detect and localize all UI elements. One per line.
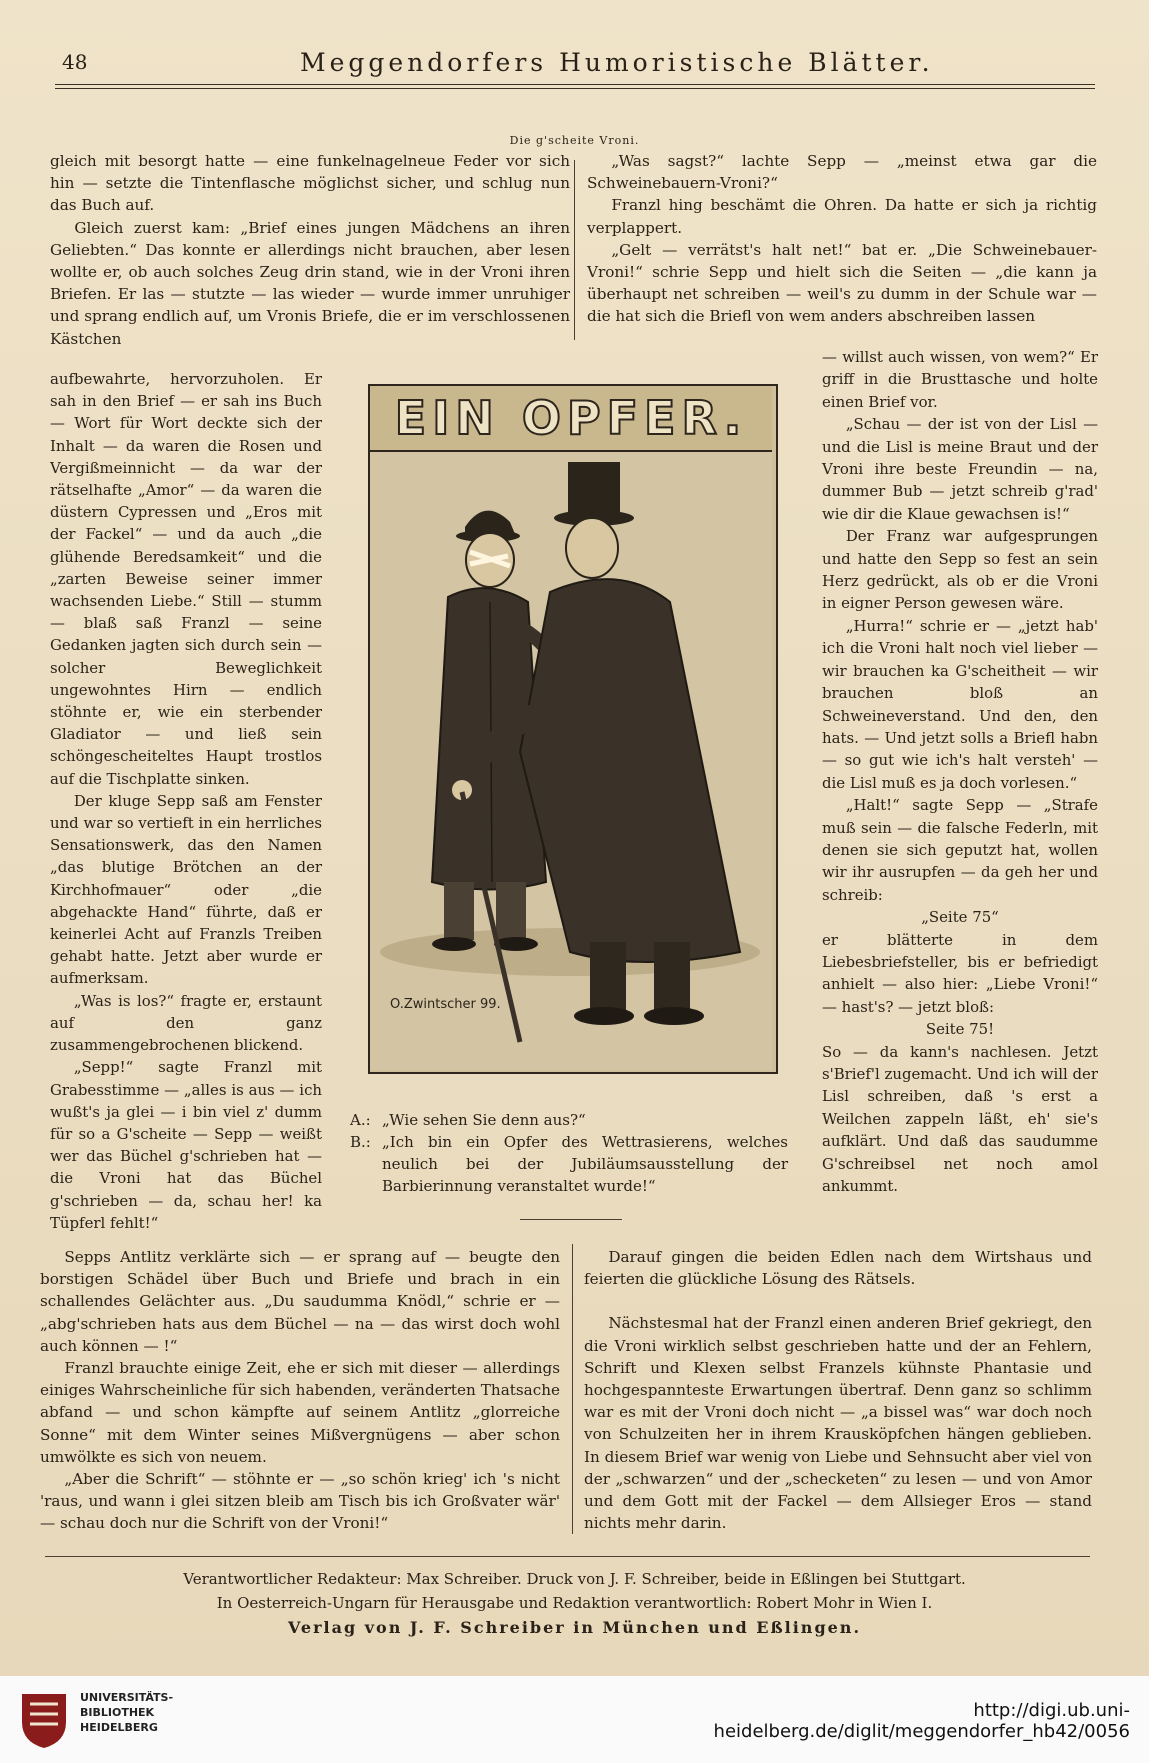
paragraph: Der kluge Sepp saß am Fenster und war so vertieft in ein herrliches Sensationswerk, das den Namen „das blutige Brötchen an der Kirchhofmauer“ oder „die abgehackte Hand“ führte, daß er keinerlei Acht auf Franzls Treiben gehabt hatte. Jetzt aber wurde er aufmerksam. (50, 791, 322, 988)
caption-line (350, 1131, 788, 1197)
caption-speaker: A.: (350, 1111, 371, 1129)
artist-signature: O.Zwintscher 99. (390, 997, 501, 1012)
paragraph: gleich mit besorgt hatte — eine funkelnagelneue Feder vor sich hin — setzte die Tintenflasche möglichst sicher, und schlug nun das Buch auf. (50, 152, 570, 215)
paragraph: „Aber die Schrift“ — stöhnte er — „so schön krieg' ich 's nicht 'raus, und wann i glei sitzen bleib am Tisch bis ich Großvater wär' — schau doch nur die Schrift von der Vroni!“ (40, 1470, 560, 1533)
paragraph: „Hurra!“ schrie er — „jetzt hab' ich die Vroni halt noch viel lieber — wir brauchen ka G'scheitheit — wir brauchen bloß an Schweineverstand. Und den, den hats. — Und jetzt solls a Briefl habn — so gut wie ich's halt versteh' — die Lisl muß es ja doch vorlesen.“ (822, 616, 1098, 792)
imprint-publisher: Verlag von J. F. Schreiber in München und Eßlingen. (287, 1618, 862, 1637)
footer-rule (45, 1556, 1090, 1557)
column-top-left (50, 150, 570, 350)
paragraph: — willst auch wissen, von wem?“ Er griff in die Brusttasche und holte einen Brief vor. (822, 348, 1098, 411)
paragraph: „Sepp!“ sagte Franzl mit Grabesstimme — „alles is aus — ich wußt's ja glei — i bin viel z' dumm für so a G'scheite — Sepp — weißt wer das Büchel g'schrieben hat — die Vroni hat das Büchel g'schrieben — da, schau her! ka Tüpferl fehlt!“ (50, 1058, 322, 1232)
column-bottom-right (584, 1246, 1092, 1534)
library-name: UNIVERSITÄTS- BIBLIOTHEK HEIDELBERG (80, 1691, 174, 1734)
masthead-title: Meggendorfers Humoristische Blätter. (300, 48, 934, 77)
paragraph: „Gelt — verrätst's halt net!“ bat er. „Die Schweinebauer-Vroni!“ schrie Sepp und hielt sich die Seiten — „die kann ja überhaupt net schreiben — weil's zu dumm in der Schule war — die hat sich die Briefl von wem anders abschreiben lassen (587, 240, 1097, 326)
paragraph: „Schau — der ist von der Lisl — und die Lisl is meine Braut und der Vroni ihre beste Freundin — na, dummer Bub — jetzt schreib g'rad' wie dir die Klaue gewachsen is!“ (822, 415, 1098, 523)
caption-text: „Ich bin ein Opfer des Wettrasierens, welches neulich bei der Jubiläumsausstellung der Barbierinnung veranstaltet wurde!“ (382, 1133, 788, 1195)
paragraph: „Halt!“ sagte Sepp — „Strafe muß sein — die falsche Federln, mit denen sie sich geputzt hat, wollen wir ihr ausrupfen — da geh her und schreib: (822, 796, 1098, 904)
illustration-caption (350, 1109, 788, 1197)
paragraph: aufbewahrte, hervorzuholen. Er sah in den Brief — er sah ins Buch — Wort für Wort deckte sich der Inhalt — da waren die Rosen und Vergißmeinnicht — da war der rätselhafte „Amor“ — da waren die düstern Cypressen und „Eros mit der Fackel“ — und da auch „die glühende Beredsamkeit“ und die „zarten Beweise seiner immer wachsenden Liebe.“ Still — stumm — blaß saß Franzl — seine Gedanken jagten sich durch sein — solcher Beweglichkeit ungewohntes Hirn — endlich stöhnte er, wie ein sterbender Gladiator — und ließ sein schöngescheiteltes Haupt trostlos auf die Tischplatte sinken. (50, 370, 322, 788)
imprint-austria: In Oesterreich-Ungarn für Herausgabe und Redaktion verantwortlich: Robert Mohr in Wien I. (216, 1594, 933, 1612)
caption-rule (520, 1219, 622, 1220)
paragraph: Sepps Antlitz verklärte sich — er sprang auf — beugte den borstigen Schädel über Buch und Briefe und brach in ein schallendes Gelächter aus. „Du saudumma Knödl,“ schrie er — „abg'schrieben hats aus dem Büchel — na — das wirst doch wohl auch können — !“ (40, 1248, 560, 1355)
caption-text: „Wie sehen Sie denn aus?“ (382, 1111, 586, 1129)
paragraph: Nächstesmal hat der Franzl einen anderen Brief gekriegt, den die Vroni wirklich selbst geschrieben hatte und der an Fehlern, Schrift und Klexen selbst Franzels kühnste Phantasie und hochgespannteste Erwartungen übertraf. Denn ganz so schlimm war es mit der Vroni doch nicht — „a bissel was“ war doch noch von Schulzeiten her in ihrem Krausköpfchen hängen geblieben. In diesem Brief war wenig von Liebe und Sehnsucht aber viel von der „schwarzen“ und der „schecketen“ zu lesen — und von Amor und dem Gott mit der Fackel — dem Allsieger Eros — stand nichts mehr darin. (584, 1314, 1092, 1533)
paragraph: „Was sagst?“ lachte Sepp — „meinst etwa gar die Schweinebauern-Vroni?“ (587, 152, 1097, 193)
paragraph: Franzl brauchte einige Zeit, ehe er sich mit dieser — allerdings einiges Wahrscheinliche für sich habenden, veränderten Thatsache abfand — und schon kämpfte auf seinem Antlitz „glorreiche Sonne“ mit dem Winter seines Mißvergnügens — aber schon umwölkte es sich von neuem. (40, 1359, 560, 1466)
header-rule-2 (55, 88, 1095, 89)
column-narrow-left (50, 368, 322, 1234)
illustration-ein-opfer (368, 384, 778, 1074)
paragraph: Der Franz war aufgesprungen und hatte den Sepp so fest an sein Herz gedrückt, als ob er die Vroni in eigner Person gewesen wäre. (822, 527, 1098, 613)
two-men-drawing (370, 452, 772, 1070)
source-url-link[interactable]: http://digi.ub.uni-heidelberg.de/diglit/meggendorfer_hb42/0056 (713, 1700, 1130, 1742)
paragraph: Gleich zuerst kam: „Brief eines jungen Mädchens an ihren Geliebten.“ Das konnte er allerdings nicht brauchen, aber lesen wollte er, ob auch solches Zeug drin stand, wie in der Vroni ihren Briefen. Er las — stutzte — las wieder — wurde immer unruhiger und sprang endlich auf, um Vronis Briefe, die er im verschlossenen Kästchen (50, 218, 570, 348)
column-bottom-left (40, 1246, 560, 1535)
column-divider (574, 160, 575, 340)
paragraph: er blätterte in dem Liebesbriefsteller, bis er befriedigt anhielt — also hier: „Liebe Vroni!“ — hast's? — jetzt bloß: (822, 930, 1098, 1016)
paragraph: Franzl hing beschämt die Ohren. Da hatte er sich ja richtig verplappert. (587, 196, 1097, 237)
column-top-right (587, 150, 1097, 328)
illustration-title: EIN OPFER. (370, 386, 772, 452)
story-subhead: Die g'scheite Vroni. (509, 134, 640, 147)
imprint-editor: Verantwortlicher Redakteur: Max Schreiber. Druck von J. F. Schreiber, beide in Eßlingen bei Stuttgart. (183, 1570, 966, 1588)
paragraph: So — da kann's nachlesen. Jetzt s'Brief'l zugemacht. Und ich will der Lisl schreiben, daß 's erst a Weilchen zappeln läßt, eh' sie's aufklärt. Und daß das saudumme G'schreibsel net noch amol ankummt. (822, 1042, 1098, 1196)
paragraph: Seite 75! (925, 1020, 995, 1039)
column-narrow-right (822, 346, 1098, 1197)
caption-speaker: B.: (350, 1133, 371, 1151)
university-seal-icon (18, 1688, 70, 1750)
header-rule (55, 84, 1095, 85)
paragraph: Darauf gingen die beiden Edlen nach dem Wirtshaus und feierten die glückliche Lösung des Rätsels. (584, 1248, 1092, 1289)
column-divider (572, 1244, 573, 1534)
paragraph: „Seite 75“ (921, 908, 999, 927)
paragraph: „Was is los?“ fragte er, erstaunt auf den ganz zusammengebrochenen blickend. (50, 991, 322, 1055)
caption-line (350, 1109, 788, 1131)
page-number: 48 (62, 50, 88, 74)
